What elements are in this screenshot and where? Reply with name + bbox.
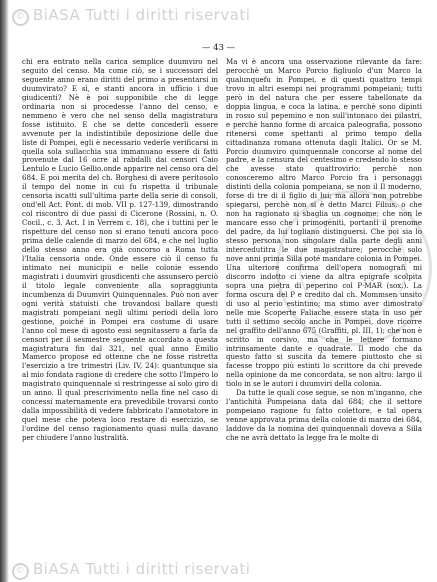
right-paragraph-2: Da tutte le quali cose segue, se non m'inganno, che l'antichità Pompeiana data dal 684; che il settore pompeiano ragione fu fatto colettore, e tal opera venne approvata prima della colonie di marzo dei 684, laddove da la nomina dei quinquennali doveva a Silla che ne avrà dettato la legge fra le molte di [226,388,422,443]
right-paragraph-1: Ma vi è ancora una osservazione rilevante da fare: perocchè un Marco Porcio figliuolo d'un Marco la qualunquefu in Pompei, e di questi quattro tempi trovo in altri esempi nei programmi pompeiani; tutti però in del natura che per essere tabellonate da doppia lingua, e coca la latina, e perchè sono dipinti in rosso sul pepemino e non sull'intonaco dei pilastri, e perchè hanno forme di arcaica paleografia, possono ritenersi come spettanti al primo tempo della cittadinanza romana ottenuta dagli Italici. Or se M. Porcio duumviro quinquennale concorse al nome del padre, e la censura del centesimo e credendo lo stesso che avesse stato quattrovirio: perchè non conosceremo altro Marco Porcio fra i personaggi distinti della colonia pompeiana, se non il Il moderno, forse di tre di il figlio di lui; ma allora non potrebbe spiegarsi, perchè non si è detto Marci Filius, o che non ha ragionato si sbaglia un cognome; che non le mancare esso che i primogeniti, portanti il prenome del padre, da lui togliano distinguersi. Che poi sia lo stesso persona non singolare dalla parte degli anni intercedutitra le due magistrature; perocchè solo nove anni prima Silla poté mandare colonia in Pompei. Una ulteriore confirma dell'opera nomografi mi discorro indotto ci viene da altra epigrafe scolpita sopra una pietra di peperino col P·MAR (sox.). La forma oscura del P e credito dal ch. Mommsen unsito di uso al perio estintino; ma stimo aver dimostrato nelle mie Scoperte Faliache essere stata in uso per tutti il settimo secolo anche in Pompei, dove ricorre nel graffito dell'anno 675 (Graffiti, pl. III, 1); che non è scritto in corsivo, ma che le lettere formano intrinsamente dante e quadrate. Il modo che da questo fatto si suscita da temere piuttosto che si facesse troppo più estinti lo scrittore da chi prevede nella opinione da me concordata, se non altro: largo il tiolo in se le autori i duumviri della colonia. [226,57,422,389]
copyright-logo-icon: © [12,9,29,26]
left-paragraph-1: chi era entrato nella carica semplice duumviro nel seguito del censo. Ma come ciò, se i successori del seguente anno erano diritti del primo a presentarsi in duumvirato? E sì, e stanti ancora in ufficio i due giudicenti? Nè è poi supponibile che di legge ordinaria non si procedesse l'anno del censo, e nemmeno è vero che nel senso della magistratura fosse istituito. E che se dette concederli essere avvenute per la indistintibile deposizione delle due liste di Pompei, egli è necessario vederle verificarsi in quella sola sullacchia sua immanuano essere di fatti provenute dal 16 ocre al rabdalli dai censori Caio Lentulo e Lucio Gellio,onde apparire nel censo ora del 684. E poi merita del ch. Borghesi di avere peritosolo il tempo del nome in cui fu rispetta il tribunale censoria iscatti sull'ultima parte della serie di consoli, ond'ell Act. Pont. di mob. VII p. 127-139, dimostrando col riscontro di due passi di Cicerone (Rossini, n. O. Cocil., c. 3. Act. I in Verrem c. 18), che i tuttini per le rispetture del censo non si erano tenuti ancora poco prima delle calende di marzo del 684, e che nel luglio dello stesso anno era già concorso a Roma tutta l'Italia censoria onde. Onde essere ciò il censo fu intimato nei municipii e nelle colonie essendo magistrati i duumviri giusdicenti che assunsero perciò il titolo legale conveniente alla sopraggiunta incumbenza di Duumviri Quinquennales. Può non aver ogni verità statuisti che trovandosi ballare questi magistrati pompeiani negli ultimi periodi della loro gestione, poiché in Pompei era costume di usare l'anno col mese di agosto essi segnitassero a farla da censori per il sesmestre seguente accordato a questa magistratura fin dal 321, nel qual anno Emilio Mamerco propose ed ottenne che ne fosse ristretta l'esercizio a tre trimestri (Liv. IV, 24): quantunque sia al mio fondata ragione di credere che sotto l'Impero lo magistrato quinquennale si restringesse al solo giro di un anno. Il qual prescrivimento nella fine nel caso di concessi maternamente era prevedibile trovarsi conto dalla impossibilità di vedere fabbricato l'annotatore in quel mese che poteva loco restare di esercizio, se l'ordine del censo ragionamento quasi nulla davano per chiudere l'anno lustralità. [22,57,218,443]
watermark-bottom [12,560,250,580]
watermark-top-text: BiASA Tutti i diritti riservati [33,6,251,24]
left-text-column [22,58,218,443]
page-number: — 43 — [201,43,236,53]
copyright-logo-icon: © [12,563,29,580]
watermark-top [12,6,250,26]
watermark-bottom-text: BiASA Tutti i diritti riservati [33,560,251,578]
scan-edge-shadow [0,0,9,582]
right-text-column [226,58,422,443]
